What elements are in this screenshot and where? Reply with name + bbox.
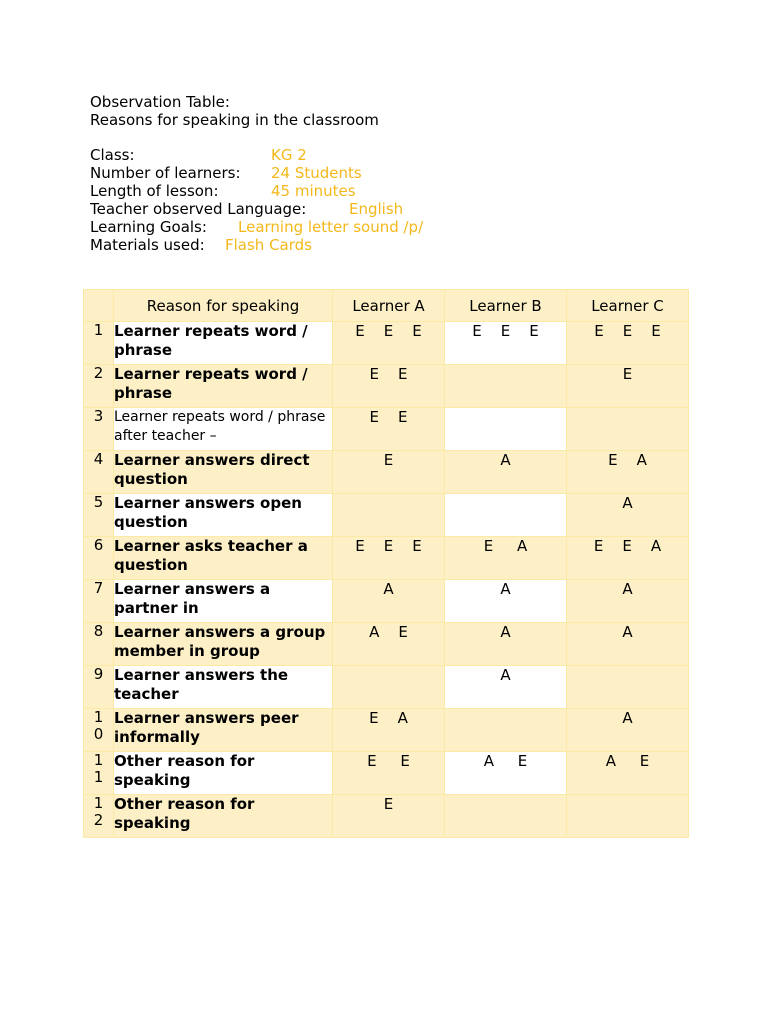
reason-cell: Learner repeats word / phrase bbox=[114, 322, 333, 365]
language-label: Teacher observed Language: bbox=[90, 200, 307, 218]
learner-a-cell: A bbox=[333, 580, 445, 623]
learner-b-cell: E A bbox=[445, 537, 567, 580]
table-row bbox=[84, 494, 689, 537]
header-reason: Reason for speaking bbox=[114, 290, 333, 322]
learner-a-cell: E A bbox=[333, 709, 445, 752]
learners-label: Number of learners: bbox=[90, 164, 241, 182]
table-row bbox=[84, 623, 689, 666]
length-value: 45 minutes bbox=[271, 182, 356, 200]
table-row bbox=[84, 322, 689, 365]
learner-a-cell: E E E bbox=[333, 322, 445, 365]
learner-b-cell: A bbox=[445, 580, 567, 623]
learner-c-cell bbox=[567, 795, 689, 838]
language-value: English bbox=[349, 200, 404, 218]
row-number: 4 bbox=[93, 450, 104, 468]
header-learner-b: Learner B bbox=[445, 290, 567, 322]
table-row bbox=[84, 580, 689, 623]
row-number: 8 bbox=[93, 622, 104, 640]
learner-c-cell bbox=[567, 408, 689, 451]
learner-b-cell bbox=[445, 494, 567, 537]
reason-cell: Other reason for speaking bbox=[114, 795, 333, 838]
length-label: Length of lesson: bbox=[90, 182, 219, 200]
row-number: 5 bbox=[93, 493, 104, 511]
table-row bbox=[84, 365, 689, 408]
learner-a-cell bbox=[333, 666, 445, 709]
learner-c-cell: E A bbox=[567, 451, 689, 494]
goals-label: Learning Goals: bbox=[90, 218, 207, 236]
observation-table bbox=[83, 289, 689, 838]
learner-a-cell bbox=[333, 494, 445, 537]
row-number: 7 bbox=[93, 579, 104, 597]
learner-b-cell bbox=[445, 365, 567, 408]
table-row bbox=[84, 666, 689, 709]
learner-a-cell: E bbox=[333, 451, 445, 494]
reason-cell: Learner answers direct question bbox=[114, 451, 333, 494]
learner-c-cell: E bbox=[567, 365, 689, 408]
reason-cell: Learner answers a partner in bbox=[114, 580, 333, 623]
learners-value: 24 Students bbox=[271, 164, 362, 182]
reason-cell: Learner answers open question bbox=[114, 494, 333, 537]
header-learner-a: Learner A bbox=[333, 290, 445, 322]
learner-b-cell bbox=[445, 709, 567, 752]
materials-value: Flash Cards bbox=[225, 236, 312, 254]
learner-c-cell bbox=[567, 666, 689, 709]
learner-c-cell: A E bbox=[567, 752, 689, 795]
learner-a-cell: E E bbox=[333, 752, 445, 795]
row-number: 9 bbox=[93, 665, 104, 683]
learner-a-cell: E E bbox=[333, 365, 445, 408]
table-row bbox=[84, 451, 689, 494]
row-number: 6 bbox=[93, 536, 104, 554]
reason-cell: Learner repeats word / phrase after teacher – bbox=[114, 408, 333, 451]
reason-cell: Learner repeats word / phrase bbox=[114, 365, 333, 408]
reason-cell: Learner asks teacher a question bbox=[114, 537, 333, 580]
table-row bbox=[84, 709, 689, 752]
learner-c-cell: E E A bbox=[567, 537, 689, 580]
class-label: Class: bbox=[90, 146, 135, 164]
learner-b-cell: A E bbox=[445, 752, 567, 795]
learner-c-cell: E E E bbox=[567, 322, 689, 365]
table-row bbox=[84, 537, 689, 580]
table-row bbox=[84, 408, 689, 451]
document-subtitle: Reasons for speaking in the classroom bbox=[90, 111, 379, 129]
learner-c-cell: A bbox=[567, 623, 689, 666]
reason-cell: Learner answers the teacher bbox=[114, 666, 333, 709]
document-header bbox=[90, 93, 379, 129]
learner-a-cell: A E bbox=[333, 623, 445, 666]
learner-b-cell: A bbox=[445, 666, 567, 709]
reason-cell: Other reason for speaking bbox=[114, 752, 333, 795]
header-number bbox=[84, 290, 114, 322]
reason-cell: Learner answers a group member in group bbox=[114, 623, 333, 666]
table-row bbox=[84, 795, 689, 838]
row-number: 1 bbox=[93, 321, 104, 339]
learner-a-cell: E bbox=[333, 795, 445, 838]
learner-b-cell: A bbox=[445, 623, 567, 666]
learner-c-cell: A bbox=[567, 494, 689, 537]
learner-b-cell bbox=[445, 408, 567, 451]
learner-b-cell: E E E bbox=[445, 322, 567, 365]
class-value: KG 2 bbox=[271, 146, 307, 164]
row-number: 1 1 bbox=[93, 751, 104, 786]
table-row bbox=[84, 752, 689, 795]
learner-b-cell bbox=[445, 795, 567, 838]
row-number: 1 2 bbox=[93, 794, 104, 829]
learner-a-cell: E E bbox=[333, 408, 445, 451]
row-number: 2 bbox=[93, 364, 104, 382]
document-title: Observation Table: bbox=[90, 93, 230, 111]
table-header-row bbox=[84, 290, 689, 322]
reason-cell: Learner answers peer informally bbox=[114, 709, 333, 752]
header-learner-c: Learner C bbox=[567, 290, 689, 322]
materials-label: Materials used: bbox=[90, 236, 205, 254]
learner-c-cell: A bbox=[567, 709, 689, 752]
row-number: 1 0 bbox=[93, 708, 104, 743]
learner-c-cell: A bbox=[567, 580, 689, 623]
row-number: 3 bbox=[93, 407, 104, 425]
goals-value: Learning letter sound /p/ bbox=[238, 218, 424, 236]
learner-b-cell: A bbox=[445, 451, 567, 494]
learner-a-cell: E E E bbox=[333, 537, 445, 580]
